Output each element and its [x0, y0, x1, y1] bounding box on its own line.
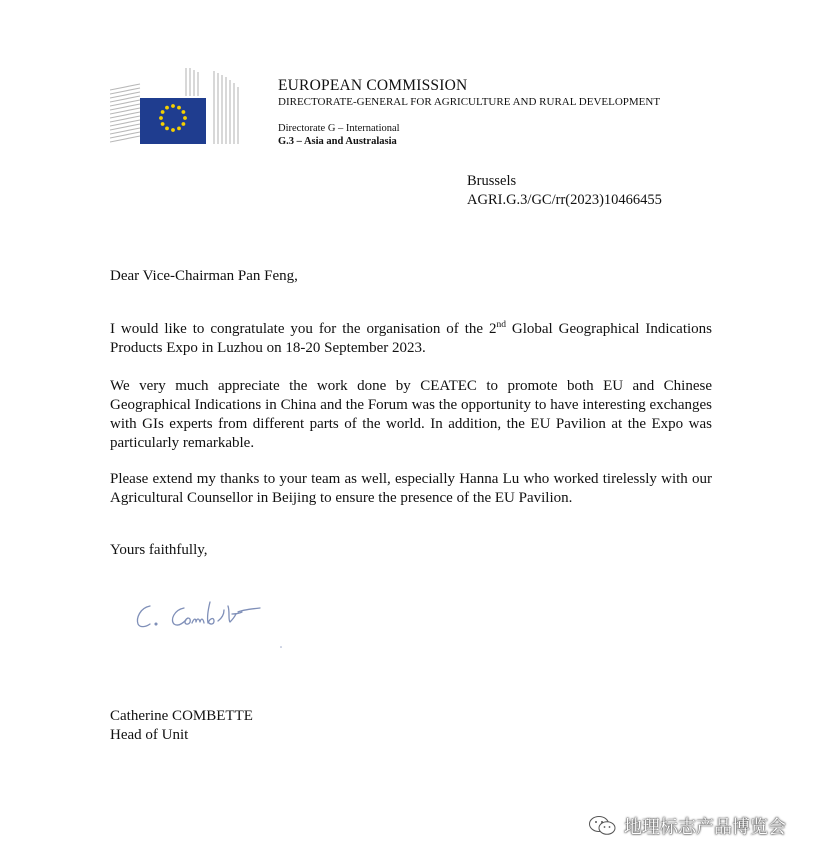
source-watermark	[588, 812, 786, 840]
watermark-text: 地理标志产品博览会	[624, 817, 786, 838]
ordinal-suffix: nd	[496, 320, 506, 330]
p1-text-after: Global Geographical Indications Products Expo in Luzhou on 18-20 September 2023.	[110, 321, 712, 356]
unit: G.3 – Asia and Australasia	[278, 136, 397, 147]
signatory-title: Head of Unit	[110, 727, 189, 743]
paragraph-appreciation: We very much appreciate the work done by CEATEC to promote both EU and Chinese Geographical Indications in China and the Forum was the opportunity to have interesting exchanges with GIs experts from different parts of the world. In addition, the EU Pavilion at the Expo was particularly remarkable.	[110, 378, 712, 451]
salutation: Dear Vice-Chairman Pan Feng,	[110, 268, 298, 284]
paragraph-thanks: Please extend my thanks to your team as well, especially Hanna Lu who worked tirelessly with our Agricultural Counsellor in Beijing to ensure the presence of the EU Pavilion.	[110, 471, 712, 506]
handwritten-signature	[132, 596, 302, 656]
signatory-name: Catherine COMBETTE	[110, 708, 253, 724]
place: Brussels	[467, 173, 517, 189]
directorate: Directorate G – International	[278, 123, 400, 134]
paragraph-congratulations	[110, 320, 712, 358]
directorate-general: DIRECTORATE-GENERAL FOR AGRICULTURE AND RURAL DEVELOPMENT	[278, 96, 661, 108]
reference-number: AGRI.G.3/GC/rr(2023)10466455	[467, 192, 662, 208]
p1-text-before: I would like to congratulate you for the organisation of the 2	[110, 321, 497, 337]
wechat-icon	[588, 815, 618, 837]
organisation-name: EUROPEAN COMMISSION	[278, 77, 468, 94]
european-commission-logo	[110, 68, 242, 146]
closing: Yours faithfully,	[110, 542, 208, 558]
